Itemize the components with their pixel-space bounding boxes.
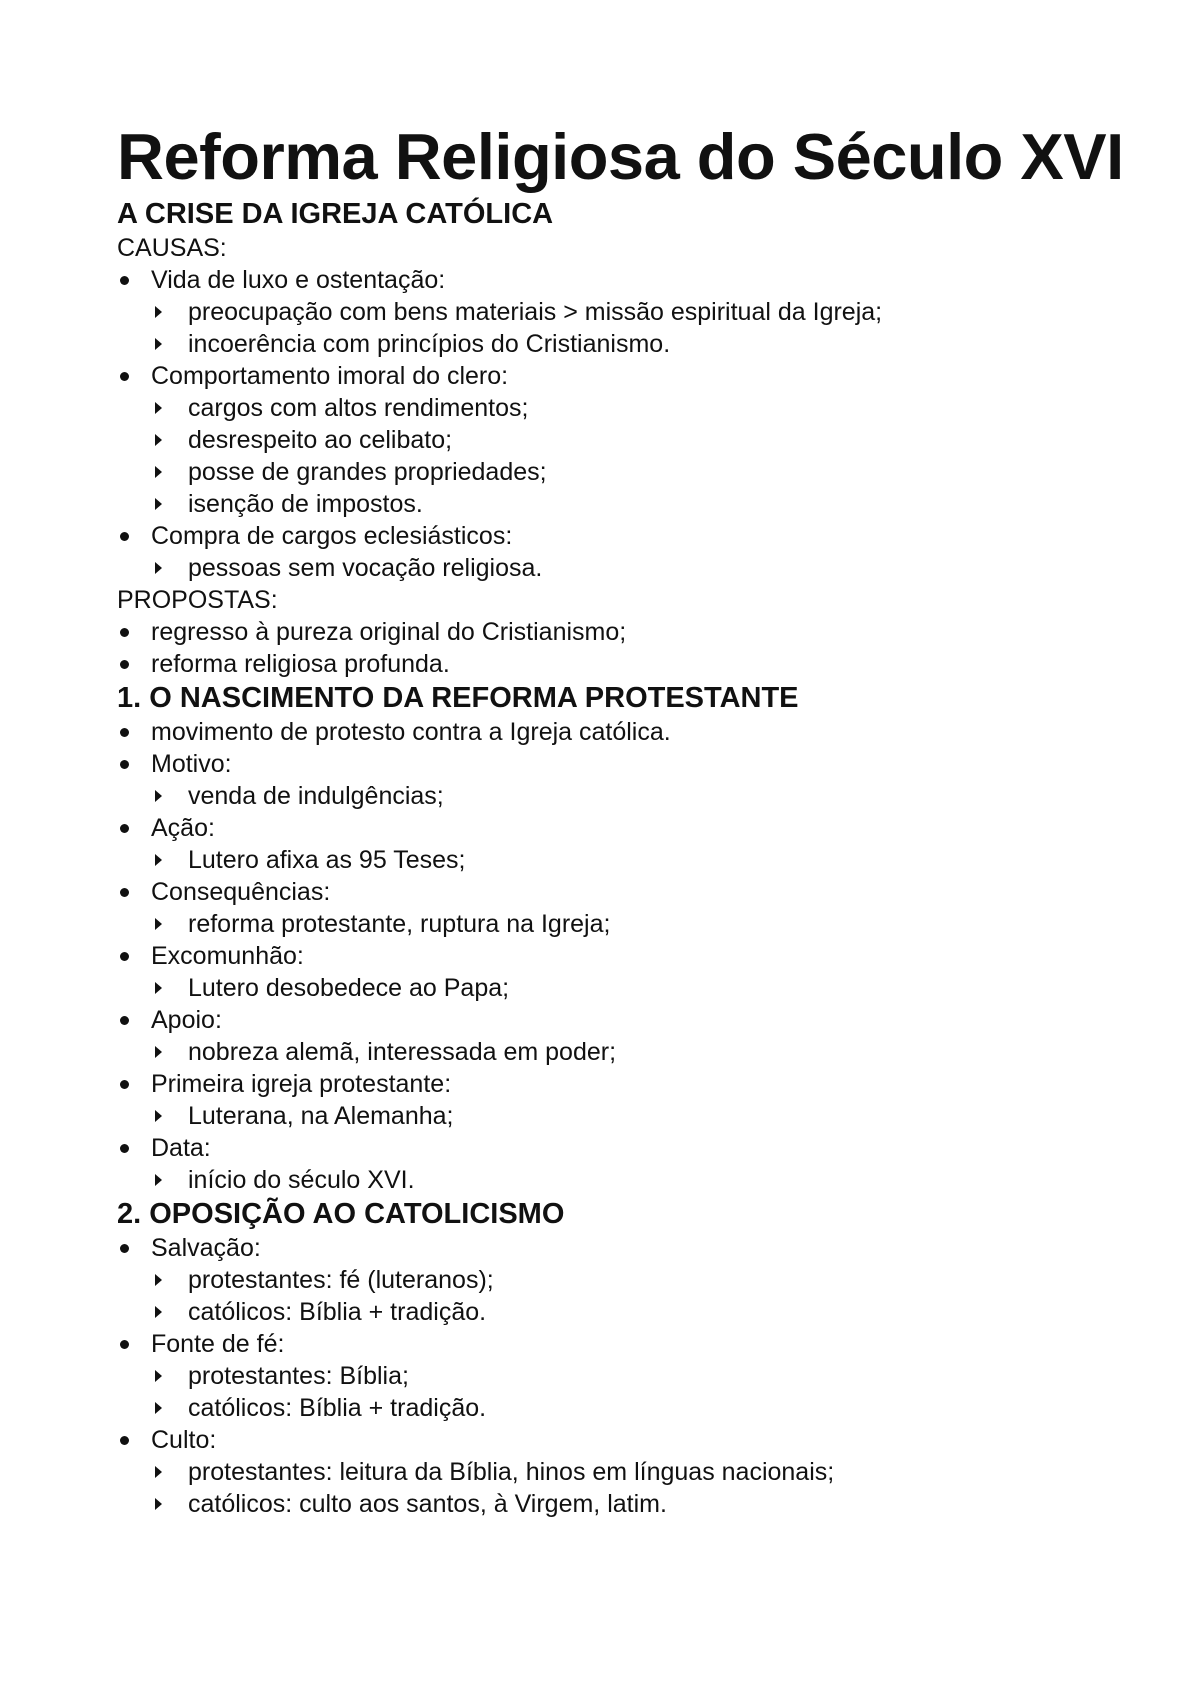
list-item-row (117, 1068, 1117, 1100)
list-item-text: regresso à pureza original do Cristianismo; (151, 618, 627, 646)
list-item-text: Culto: (151, 1426, 217, 1454)
sub-list-item-row (117, 1296, 1117, 1328)
document-page (117, 118, 1124, 1520)
bullet-icon (120, 952, 129, 961)
list-item-row (117, 1232, 1117, 1264)
sub-list-item (117, 908, 1117, 940)
triangle-right-icon (155, 1498, 162, 1510)
triangle-right-icon (155, 1110, 162, 1122)
sub-list-item-text: preocupação com bens materiais > missão espiritual da Igreja; (188, 298, 883, 326)
list-item-row (117, 812, 1117, 844)
triangle-right-icon (155, 1370, 162, 1382)
bullet-icon (120, 1244, 129, 1253)
sub-list-item-text: nobreza alemã, interessada em poder; (188, 1038, 617, 1066)
triangle-right-icon (155, 402, 162, 414)
sub-list (117, 1100, 1117, 1132)
sub-list-item-text: posse de grandes propriedades; (188, 458, 547, 486)
sub-list-item-row (117, 1264, 1117, 1296)
sub-list-item (117, 456, 1117, 488)
triangle-right-icon (155, 1046, 162, 1058)
triangle-right-icon (155, 1306, 162, 1318)
bullet-icon (120, 628, 129, 637)
sub-list-item (117, 1296, 1117, 1328)
sub-list-item-text: protestantes: Bíblia; (188, 1362, 409, 1390)
sub-list-item (117, 1456, 1117, 1488)
sub-list-item (117, 424, 1117, 456)
list-item (117, 940, 1117, 1004)
sub-list-item-row (117, 456, 1117, 488)
triangle-right-icon (155, 306, 162, 318)
list-item-row (117, 716, 1117, 748)
list-item (117, 1068, 1117, 1132)
list-item-text: Ação: (151, 814, 215, 842)
sub-list-item (117, 1360, 1117, 1392)
causas-label: CAUSAS: (117, 234, 227, 262)
sub-list-item (117, 552, 1117, 584)
triangle-right-icon (155, 498, 162, 510)
sub-list-item-text: católicos: Bíblia + tradição. (188, 1298, 487, 1326)
sub-list-item-text: cargos com altos rendimentos; (188, 394, 529, 422)
list-item-text: Fonte de fé: (151, 1330, 285, 1358)
list-item-text: Data: (151, 1134, 211, 1162)
document-title: Reforma Religiosa do Século XVI (117, 120, 1124, 193)
list-item-row (117, 520, 1117, 552)
list-item-row (117, 648, 1117, 680)
triangle-right-icon (155, 434, 162, 446)
sub-list-item-row (117, 1360, 1117, 1392)
sub-list-item-row (117, 1456, 1117, 1488)
list-item-text: Compra de cargos eclesiásticos: (151, 522, 513, 550)
list-item (117, 748, 1117, 812)
sub-list-item-text: católicos: culto aos santos, à Virgem, latim. (188, 1490, 667, 1518)
sub-list-item-text: protestantes: fé (luteranos); (188, 1266, 494, 1294)
sub-list-item-row (117, 1488, 1117, 1520)
sub-list-item-text: desrespeito ao celibato; (188, 426, 453, 454)
list-item (117, 520, 1117, 584)
triangle-right-icon (155, 562, 162, 574)
list-item-text: reforma religiosa profunda. (151, 650, 450, 678)
triangle-right-icon (155, 1466, 162, 1478)
sub-list-item-row (117, 328, 1117, 360)
triangle-right-icon (155, 790, 162, 802)
list-item (117, 360, 1117, 520)
list-item-text: Comportamento imoral do clero: (151, 362, 509, 390)
nascimento-list (117, 716, 1117, 1196)
sub-list-item-row (117, 844, 1117, 876)
bullet-icon (120, 1436, 129, 1445)
sub-list-item (117, 392, 1117, 424)
list-item-row (117, 264, 1117, 296)
causas-list (117, 264, 1117, 584)
list-item (117, 1132, 1117, 1196)
sub-list-item-text: isenção de impostos. (188, 490, 423, 518)
list-item (117, 1328, 1117, 1424)
sub-list (117, 1164, 1117, 1196)
list-item-row (117, 1328, 1117, 1360)
bullet-icon (120, 276, 129, 285)
section-heading-nascimento: 1. O NASCIMENTO DA REFORMA PROTESTANTE (117, 682, 799, 714)
list-item-text: Motivo: (151, 750, 232, 778)
sub-list-item (117, 1036, 1117, 1068)
list-item-row (117, 876, 1117, 908)
sub-list-item-row (117, 296, 1117, 328)
bullet-icon (120, 372, 129, 381)
triangle-right-icon (155, 1402, 162, 1414)
sub-list-item-row (117, 424, 1117, 456)
list-item (117, 812, 1117, 876)
list-item-text: Vida de luxo e ostentação: (151, 266, 446, 294)
sub-list-item-text: reforma protestante, ruptura na Igreja; (188, 910, 611, 938)
sub-list-item-text: Lutero afixa as 95 Teses; (188, 846, 466, 874)
bullet-icon (120, 1144, 129, 1153)
list-item (117, 264, 1117, 360)
triangle-right-icon (155, 1174, 162, 1186)
sub-list-item-text: Lutero desobedece ao Papa; (188, 974, 510, 1002)
sub-list (117, 1264, 1117, 1328)
list-item (117, 616, 1117, 648)
list-item (117, 1232, 1117, 1328)
list-item-row (117, 360, 1117, 392)
triangle-right-icon (155, 1274, 162, 1286)
bullet-icon (120, 760, 129, 769)
bullet-icon (120, 1080, 129, 1089)
list-item (117, 716, 1117, 748)
sub-list-item (117, 1392, 1117, 1424)
list-item (117, 1424, 1117, 1520)
sub-list (117, 972, 1117, 1004)
sub-list (117, 1360, 1117, 1424)
sub-list-item-text: protestantes: leitura da Bíblia, hinos em línguas nacionais; (188, 1458, 835, 1486)
sub-list-item-row (117, 392, 1117, 424)
bullet-icon (120, 1016, 129, 1025)
list-item-row (117, 1424, 1117, 1456)
list-item-text: Apoio: (151, 1006, 222, 1034)
sub-list-item-row (117, 552, 1117, 584)
sub-list (117, 908, 1117, 940)
sub-list (117, 552, 1117, 584)
bullet-icon (120, 888, 129, 897)
bullet-icon (120, 728, 129, 737)
triangle-right-icon (155, 918, 162, 930)
sub-list-item (117, 844, 1117, 876)
sub-list-item (117, 1100, 1117, 1132)
sub-list-item-text: início do século XVI. (188, 1166, 415, 1194)
sub-list-item (117, 488, 1117, 520)
sub-list-item (117, 1164, 1117, 1196)
sub-list-item-row (117, 1392, 1117, 1424)
sub-list-item-row (117, 908, 1117, 940)
triangle-right-icon (155, 466, 162, 478)
sub-list-item-text: venda de indulgências; (188, 782, 444, 810)
sub-list (117, 296, 1117, 360)
sub-list-item-row (117, 1036, 1117, 1068)
section-heading-crise: A CRISE DA IGREJA CATÓLICA (117, 198, 554, 230)
list-item (117, 876, 1117, 940)
bullet-icon (120, 1340, 129, 1349)
list-item-row (117, 748, 1117, 780)
list-item-row (117, 616, 1117, 648)
list-item-text: Primeira igreja protestante: (151, 1070, 452, 1098)
sub-list-item-text: incoerência com princípios do Cristianismo. (188, 330, 671, 358)
list-item (117, 648, 1117, 680)
bullet-icon (120, 824, 129, 833)
sub-list-item (117, 972, 1117, 1004)
sub-list (117, 1456, 1117, 1520)
sub-list-item-row (117, 780, 1117, 812)
list-item-row (117, 940, 1117, 972)
sub-list-item-row (117, 1100, 1117, 1132)
sub-list-item (117, 1264, 1117, 1296)
list-item-row (117, 1004, 1117, 1036)
sub-list-item-row (117, 488, 1117, 520)
oposicao-list (117, 1232, 1117, 1520)
sub-list-item (117, 328, 1117, 360)
bullet-icon (120, 660, 129, 669)
triangle-right-icon (155, 982, 162, 994)
list-item-text: movimento de protesto contra a Igreja católica. (151, 718, 671, 746)
sub-list (117, 780, 1117, 812)
sub-list-item (117, 296, 1117, 328)
propostas-label: PROPOSTAS: (117, 586, 278, 614)
sub-list (117, 392, 1117, 520)
section-heading-oposicao: 2. OPOSIÇÃO AO CATOLICISMO (117, 1198, 565, 1230)
list-item-text: Consequências: (151, 878, 331, 906)
sub-list-item-text: Luterana, na Alemanha; (188, 1102, 454, 1130)
sub-list-item-row (117, 972, 1117, 1004)
sub-list-item-row (117, 1164, 1117, 1196)
list-item-row (117, 1132, 1117, 1164)
bullet-icon (120, 532, 129, 541)
sub-list-item-text: católicos: Bíblia + tradição. (188, 1394, 487, 1422)
list-item-text: Excomunhão: (151, 942, 304, 970)
sub-list-item-text: pessoas sem vocação religiosa. (188, 554, 543, 582)
triangle-right-icon (155, 338, 162, 350)
propostas-list (117, 616, 1117, 680)
list-item-text: Salvação: (151, 1234, 261, 1262)
triangle-right-icon (155, 854, 162, 866)
list-item (117, 1004, 1117, 1068)
sub-list (117, 844, 1117, 876)
sub-list (117, 1036, 1117, 1068)
sub-list-item (117, 1488, 1117, 1520)
sub-list-item (117, 780, 1117, 812)
